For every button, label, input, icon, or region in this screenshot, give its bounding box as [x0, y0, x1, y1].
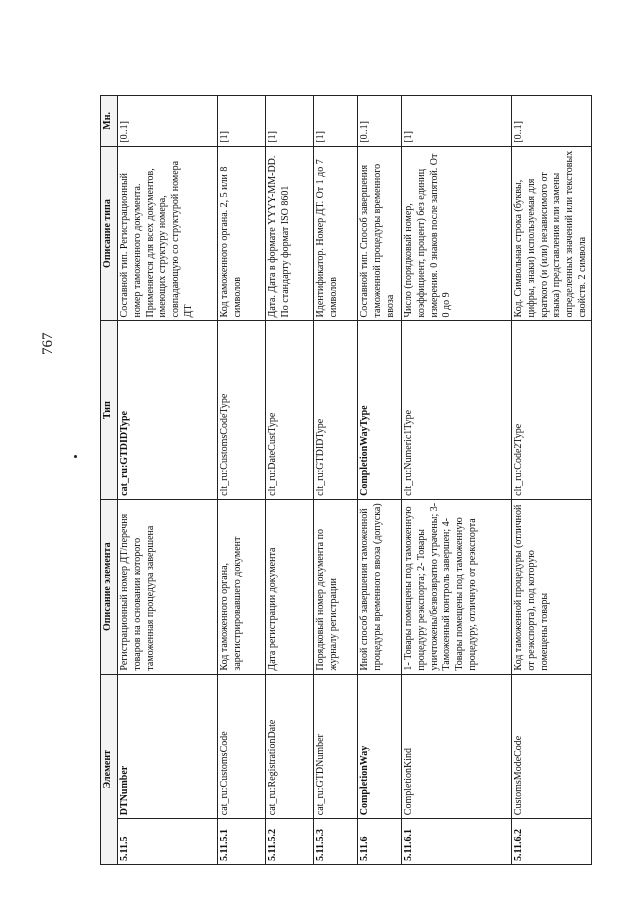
element-name: CompletionWay — [358, 674, 402, 819]
header-mult: Мн. — [101, 96, 118, 147]
element-type: cat_ru:GTDIDType — [118, 321, 218, 499]
element-desc: Код таможенной процедуры (отличной от реэкспорта), под которую помещены товары — [512, 499, 592, 674]
element-name: CompletionKind — [402, 674, 512, 819]
type-desc: Дата. Дата в формате YYYY-MM-DD. По стандарту формат ISO 8601 — [266, 146, 314, 321]
row-number: 5.11.6.2 — [512, 819, 592, 865]
header-type-desc: Описание типа — [101, 146, 118, 321]
page-number: 767 — [40, 332, 56, 355]
multiplicity: [0..1] — [358, 96, 402, 147]
element-name: DTNumber — [118, 674, 218, 819]
element-name: cat_ru:RegistrationDate — [266, 674, 314, 819]
header-element-desc: Описание элемента — [101, 499, 118, 674]
row-number: 5.11.5.1 — [218, 819, 266, 865]
type-desc: Идентификатор. Номер ДТ. От 1 до 7 символов — [314, 146, 358, 321]
element-type: clt_ru:GTDIDType — [314, 321, 358, 499]
table-header-row — [101, 96, 118, 865]
element-type: clt_ru:DateCustType — [266, 321, 314, 499]
row-number: 5.11.5.2 — [266, 819, 314, 865]
table-row — [218, 96, 266, 865]
rotated-table-wrapper — [100, 95, 588, 865]
element-desc: Дата регистрации документа — [266, 499, 314, 674]
row-number: 5.11.5 — [118, 819, 218, 865]
header-element: Элемент — [101, 674, 118, 864]
element-desc: Порядковый номер документа по журналу регистрации — [314, 499, 358, 674]
table-row — [358, 96, 402, 865]
multiplicity: [1] — [218, 96, 266, 147]
row-number: 5.11.5.3 — [314, 819, 358, 865]
element-type: clt_ru:Code2Type — [512, 321, 592, 499]
element-name: cat_ru:GTDNumber — [314, 674, 358, 819]
element-desc: Код таможенного органа, зарегистрировавшего документ — [218, 499, 266, 674]
type-desc: Составной тип. Способ завершения таможенной процедуры временного ввоза — [358, 146, 402, 321]
type-desc: Число (порядковый номер, коэффициент, процент) без единиц измерения. 0 знаков после запятой. От 0 до 9 — [402, 146, 512, 321]
table-row — [402, 96, 512, 865]
multiplicity: [1] — [402, 96, 512, 147]
stray-dot — [74, 455, 77, 458]
element-desc: Иной способ завершения таможенной процедуры временного ввоза (допуска) — [358, 499, 402, 674]
row-number: 5.11.6.1 — [402, 819, 512, 865]
table-row — [266, 96, 314, 865]
type-desc: Составной тип. Регистрационный номер таможенного документа. Применяется для всех документов, имеющих структуру номера, совпадающую со структурой номера ДТ — [118, 146, 218, 321]
element-type: clt_ru:Numeric1Type — [402, 321, 512, 499]
element-name: cat_ru:CustomsCode — [218, 674, 266, 819]
table-row — [314, 96, 358, 865]
multiplicity: [0..1] — [118, 96, 218, 147]
element-type: clt_ru:CustomsCodeType — [218, 321, 266, 499]
element-type: CompletionWayType — [358, 321, 402, 499]
element-name: CustomsModeCode — [512, 674, 592, 819]
header-type: Тип — [101, 321, 118, 499]
table-row — [118, 96, 218, 865]
element-desc: Регистрационный номер ДТ/перечня товаров на основании которого таможенная процедура завершена — [118, 499, 218, 674]
type-desc: Код. Символьная строка (буквы, цифры, знаки) используемая для краткого (и (или) независимого от языка) представления или замены определенных значений или текстовых свойств. 2 символа — [512, 146, 592, 321]
table-row — [512, 96, 592, 865]
row-number: 5.11.6 — [358, 819, 402, 865]
multiplicity: [0..1] — [512, 96, 592, 147]
type-desc: Код таможенного органа. 2, 5 или 8 символов — [218, 146, 266, 321]
element-table — [100, 95, 592, 865]
multiplicity: [1] — [266, 96, 314, 147]
element-desc: 1- Товары помещены под таможенную процедуру реэкспорта; 2- Товары уничтожены/безвозвратно утрачены; 3- Таможенный контроль завершен; 4- Товары помещены под таможенную процедуру, отличную от реэкспорта — [402, 499, 512, 674]
multiplicity: [1] — [314, 96, 358, 147]
